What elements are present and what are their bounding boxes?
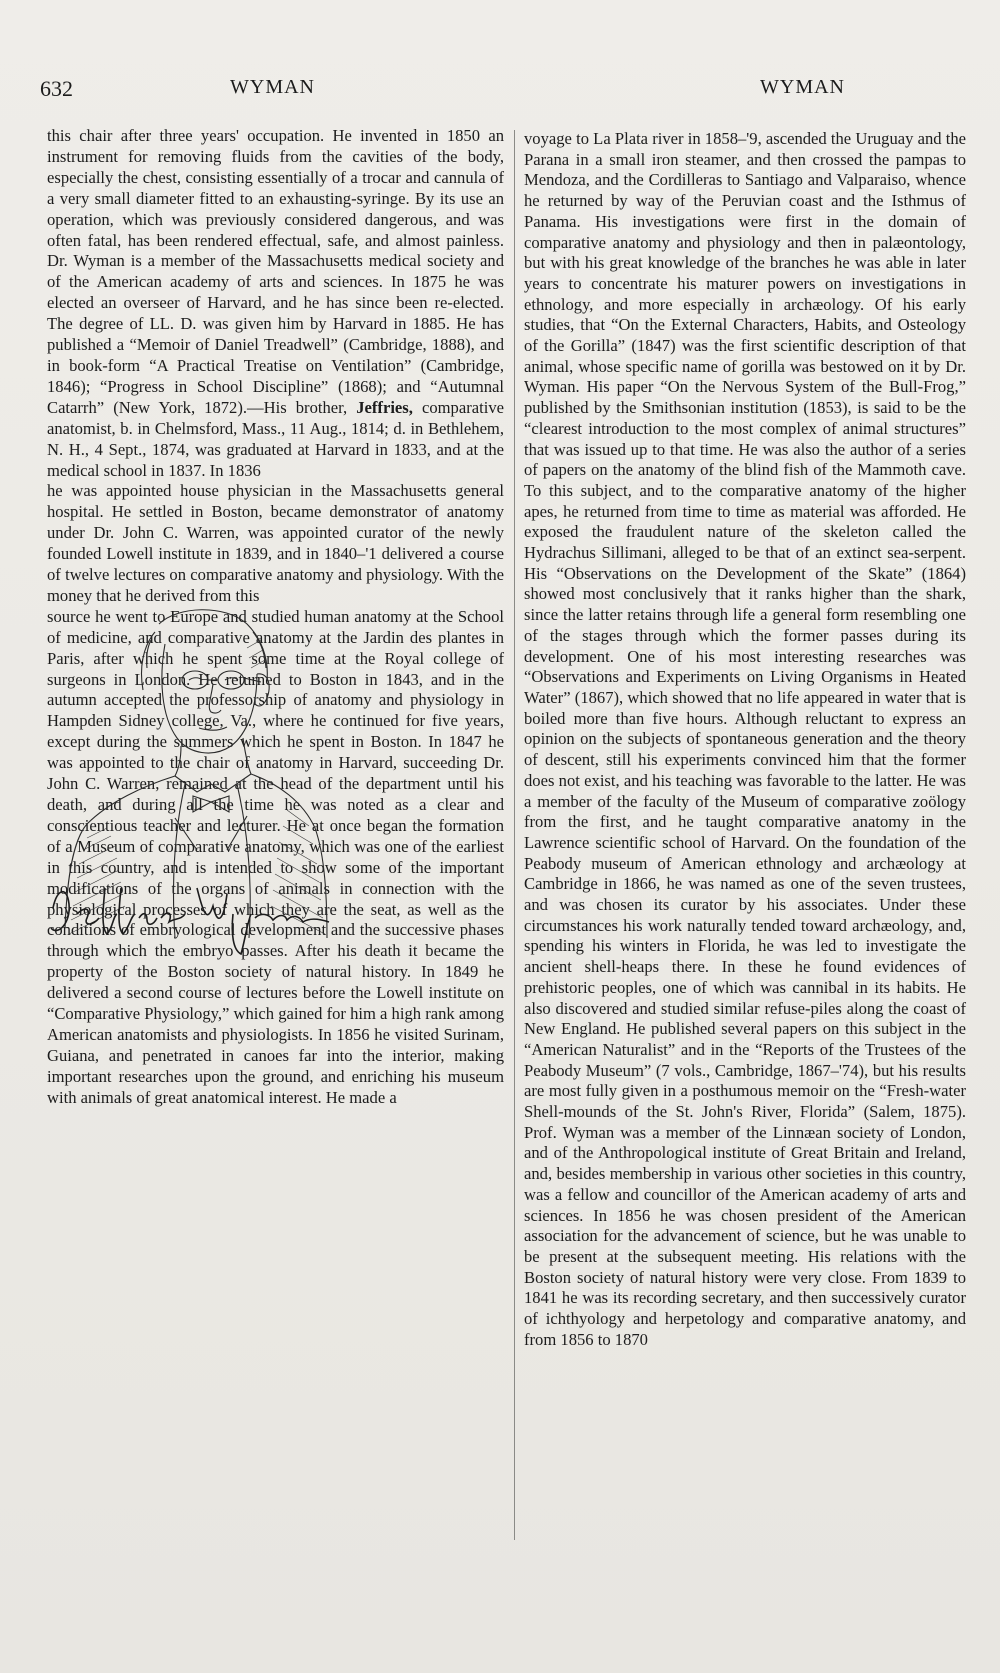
running-head-left: WYMAN bbox=[230, 76, 315, 98]
left-text-wrap: he was appointed house physician in the Massachusetts general hospital. He settled in Boston, became demonstrator of anatomy under Dr. John C. Warren, was appointed curator of the newly founded Lowell institute in 1839, and in 1840–'1 delivered a course of twelve lectures on comparative anatomy and physiology. With the money that he derived from this bbox=[47, 481, 504, 605]
left-paragraph bbox=[47, 126, 504, 481]
right-column bbox=[524, 129, 966, 1350]
left-text-bottom: source he went to Europe and studied human anatomy at the School of medicine, and comparative anatomy at the Jardin des plantes in Paris, after which he spent some time at the Royal college of surgeons in London. He returned to Boston in 1843, and in the autumn accepted the professorship of anatomy and physiology in Hampden Sidney college, Va., where he continued for five years, except during the summers which he spent in Boston. In 1847 he was appointed to the chair of anatomy in Harvard, succeeding Dr. John C. Warren, remained at the head of the department until his death, and during all the time he was noted as a clear and conscientious teacher and lecturer. He at once began the formation of a Museum of comparative anatomy, which was one of the earliest in this country, and is intended to show some of the important modifications of the organs of animals in connection with the physiological processes of which they are the seat, as well as the conditions of embryological development and the successive phases through which the embryo passes. After his death it became the property of the Boston society of natural history. In 1849 he delivered a second course of lectures before the Lowell institute on “Comparative Physiology,” which gained for him a high rank among American anatomists and physiologists. In 1856 he visited Surinam, Guiana, and penetrated in canoes far into the interior, making important researches upon the ground, and enriching his museum with animals of great anatomical interest. He made a bbox=[47, 606, 504, 1107]
page-header bbox=[40, 76, 965, 106]
portrait-engraving-icon bbox=[47, 588, 332, 960]
column-divider bbox=[514, 130, 515, 1540]
running-head-right: WYMAN bbox=[760, 76, 845, 98]
subject-name-jeffries: Jeffries, bbox=[356, 397, 413, 417]
left-text-top: this chair after three years' occupation. He invented in 1850 an instrument for removing fluids from the cavities of the body, especially the chest, consisting essentially of a trocar and cannula of a very small diameter fitted to an exhausting-syringe. By its use an operation, which was previously considered dangerous, and was often fatal, has been rendered effectual, safe, and almost painless. Dr. Wyman is a member of the Massachusetts medical society and of the American academy of arts and sciences. In 1875 he was elected an overseer of Harvard, and he has since been re-elected. The degree of LL. D. was given him by Harvard in 1885. He has published a “Memoir of Daniel Treadwell” (Cambridge, 1888), and in book-form “A Practical Treatise on Ventilation” (Cambridge, 1846); “Progress in School Discipline” (1868); and “Autumnal Catarrh” (New York, 1872).—His brother, bbox=[47, 126, 504, 417]
right-text: voyage to La Plata river in 1858–'9, ascended the Uruguay and the Parana in a small iron steamer, and then crossed the pampas to Mendoza, and the Cordilleras to Santiago and Valparaiso, whence he returned by way of the Peruvian coast and the Isthmus of Panama. His investigations were first in the domain of comparative anatomy and physiology and then in palæontology, but with his great knowledge of the branches he was able in later years to concentrate his maturer powers on investigations in ethnology, and more especially in archæology. Of his early studies, that “On the External Characters, Habits, and Osteology of the Gorilla” (1847) was the first scientific description of that animal, whose specific name of gorilla was bestowed on it by Dr. Wyman. His paper “On the Nervous System of the Bull-Frog,” published by the Smithsonian institution (1853), is said to be the “clearest introduction to the most complex of animal structures” that was issued up to that time. He was also the author of a series of papers on the anatomy of the blind fish of the Mammoth cave. To this subject, and to the comparative anatomy of the higher apes, he returned from time to time as material was afforded. He exposed the fraudulent nature of the skeleton called the Hydrachus Sillimani, alleged to be that of an extinct sea-serpent. His “Observations on the Development of the Skate” (1864) showed most conclusively that it ranks higher than the shark, since the latter retains through life a general form resembling one of the stages through which the former passes during its development. One of his most interesting researches was “Observations and Experiments on Living Organisms in Heated Water” (1867), which showed that no life appeared in water that is boiled more than five hours. Although reluctant to express an opinion on the subjects of spontaneous generation and the theory of descent, still his experiments convinced him that the former does not exist, and his teaching was favorable to the latter. He was a member of the faculty of the Museum of comparative zoölogy from the first, and he taught comparative anatomy in the Lawrence scientific school of Harvard. On the foundation of the Peabody museum of American ethnology and archæology at Cambridge in 1866, he was named as one of the seven trustees, and was chosen its curator by his associates. Under these circumstances his work naturally tended toward archæology, and, spending his winters in Florida, he was led to investigate the ancient shell-heaps there. In these he found evidences of prehistoric peoples, one of which was cannibal in its habits. He also discovered and studied similar refuse-piles along the coast of New England. He published several papers on this subject in the “American Naturalist” and in the “Reports of the Trustees of the Peabody Museum” (7 vols., Cambridge, 1867–'74), but his results are most fully given in a posthumous memoir on the “Fresh-water Shell-mounds of the St. John's River, Florida” (Salem, 1875). Prof. Wyman was a member of the Linnæan society of London, and of the Anthropological institute of Great Britain and Ireland, and, besides membership in various other societies in this country, was a fellow and councillor of the American academy of arts and sciences. In 1856 he was chosen president of the American association for the advancement of science, but he was unable to be present at the subsequent meeting. His relations with the Boston society of natural history were very close. From 1839 to 1841 he was its recording secretary, and then successively curator of ichthyology and herpetology and comparative anatomy, and from 1856 to 1870 bbox=[524, 129, 966, 1349]
page-number: 632 bbox=[40, 76, 73, 101]
left-text-after-name: comparative anatomist, b. in Chelmsford, Mass., 11 Aug., 1814; d. in Bethlehem, N. H., 4 Sept., 1874, was graduated at Harvard in 1833, and at the medical school in 1837. In 1836 bbox=[47, 397, 504, 480]
